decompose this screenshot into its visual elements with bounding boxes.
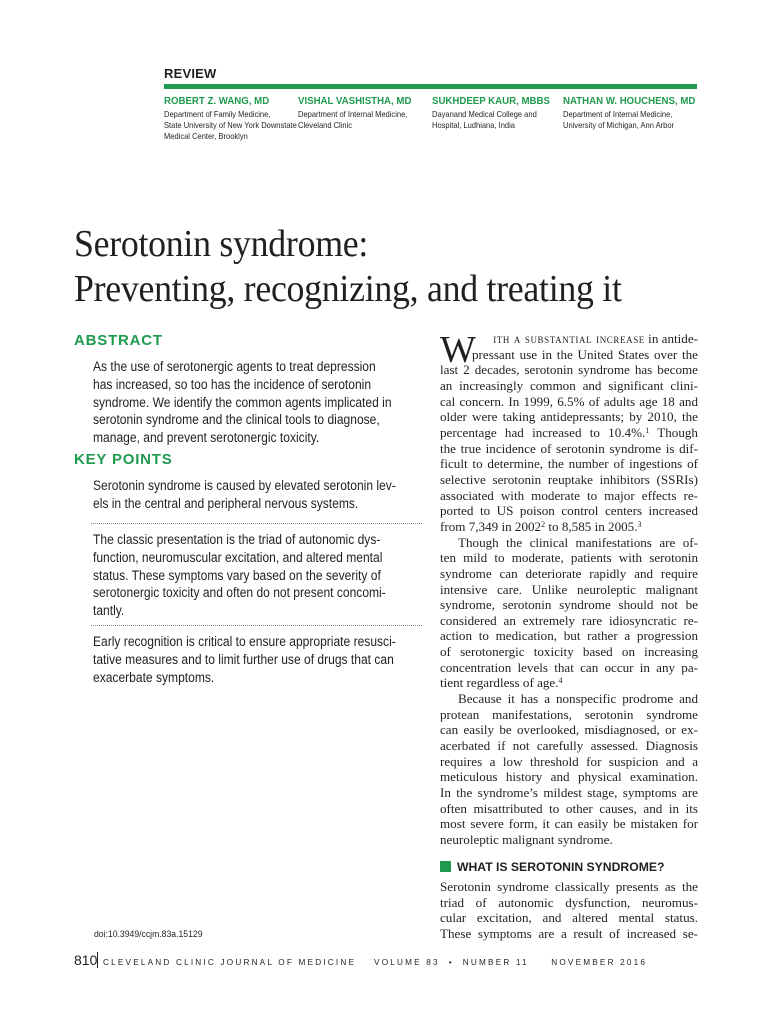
- footer-bullet: •: [448, 958, 454, 967]
- key-point-line: exacerbate symptoms.: [93, 669, 215, 685]
- key-point-line: status. These symptoms vary based on the severity of: [93, 567, 381, 583]
- body-line: can easily be overlooked, misdiagnosed, or ex-: [440, 722, 698, 738]
- body-line: action to medication, but rather a progression: [440, 628, 698, 644]
- key-point-2: [93, 531, 428, 620]
- body-line: protean manifestations, serotonin syndrome: [440, 706, 698, 722]
- key-point-1: [93, 477, 428, 513]
- author-affiliation: Dayanand Medical College and Hospital, Ludhiana, India: [432, 109, 537, 130]
- section-label: REVIEW: [164, 66, 217, 81]
- text-run: tient regardless of age.: [440, 675, 559, 691]
- body-line: acerbated if not carefully assessed. Diagnosis: [440, 738, 698, 754]
- body-line: intensive care. Unlike neuroleptic malignant: [440, 581, 698, 597]
- doi: doi:10.3949/ccjm.83a.15129: [94, 929, 203, 940]
- body-paragraph-1: [440, 331, 698, 848]
- body-line: considered an extremely rare idiosyncratic re-: [440, 612, 698, 628]
- key-point-3: [93, 633, 428, 686]
- lead-smallcaps: ith a substantial increase: [493, 331, 645, 346]
- journal-volume: VOLUME 83: [374, 958, 440, 967]
- body-line: most severe form, it can easily be mistaken for: [440, 816, 698, 832]
- author-1: [164, 95, 314, 142]
- author-name: VISHAL VASHISTHA, MD: [298, 95, 412, 107]
- divider: [91, 625, 422, 626]
- author-affiliation: Department of Internal Medicine, Cleveland Clinic: [298, 109, 408, 130]
- reference: 2: [541, 519, 546, 529]
- key-points-heading: KEY POINTS: [74, 451, 173, 468]
- body-line: pressant use in the United States over the: [472, 346, 698, 362]
- key-point-line: els in the central and peripheral nervous systems.: [93, 495, 359, 511]
- body-paragraph-4: [440, 879, 698, 942]
- reference: 4: [558, 676, 563, 686]
- body-line: Though the clinical manifestations are of-: [458, 534, 698, 550]
- key-point-line: tantly.: [93, 603, 125, 619]
- reference: 3: [637, 519, 642, 529]
- body-line: requires a low threshold for suspicion and a: [440, 753, 698, 769]
- body-line: selective serotonin reuptake inhibitors (SSRIs): [440, 471, 698, 487]
- body-line: neuroleptic malignant syndrome.: [440, 832, 613, 847]
- journal-footer: [103, 958, 647, 967]
- body-line: often misattributed to other causes, and in its: [440, 800, 698, 816]
- body-line: Serotonin syndrome classically presents as the: [440, 879, 698, 894]
- text-run: to 8,585 in 2005.: [545, 518, 638, 534]
- body-line: ten mild to moderate, patients with serotonin: [440, 550, 698, 566]
- abstract-line: serotonin syndrome and the clinical tools to diagnose,: [93, 412, 380, 428]
- body-line: cular excitation, and altered mental status.: [440, 910, 698, 926]
- body-line: an increasingly common and significant clini-: [440, 377, 698, 393]
- divider: [91, 523, 422, 524]
- text-run: Though: [649, 424, 698, 440]
- title-line-1: Serotonin syndrome:: [74, 223, 369, 265]
- author-affiliation: Department of Internal Medicine, University of Michigan, Ann Arbor: [563, 109, 675, 130]
- author-2: [298, 95, 448, 131]
- header-rule: [164, 84, 697, 89]
- abstract-line: manage, and prevent serotonergic toxicity.: [93, 430, 320, 446]
- body-line: concentration levels that can occur in any pa-: [440, 659, 698, 675]
- author-affiliation: Department of Family Medicine, State University of New York Downstate Medical Center, Brooklyn: [164, 109, 297, 141]
- body-line: [440, 425, 698, 441]
- square-bullet-icon: [440, 861, 451, 872]
- journal-name: CLEVELAND CLINIC JOURNAL OF MEDICINE: [103, 958, 357, 967]
- author-name: ROBERT Z. WANG, MD: [164, 95, 270, 107]
- author-name: SUKHDEEP KAUR, MBBS: [432, 95, 550, 107]
- body-line: [440, 675, 698, 691]
- author-name: NATHAN W. HOUCHENS, MD: [563, 95, 696, 107]
- abstract-line: As the use of serotonergic agents to treat depression: [93, 359, 376, 374]
- body-line: last 2 decades, serotonin syndrome has become: [440, 362, 698, 378]
- author-4: [563, 95, 713, 131]
- body-line: These symptoms are a result of increased se-: [440, 925, 698, 941]
- journal-number: NUMBER 11: [462, 958, 529, 967]
- key-point-line: function, neuromuscular excitation, and altered mental: [93, 549, 383, 565]
- subheading-text: WHAT IS SEROTONIN SYNDROME?: [457, 860, 665, 874]
- key-point-line: The classic presentation is the triad of autonomic dys-: [93, 532, 381, 547]
- abstract-line: has increased, so too has the incidence of serotonin: [93, 376, 372, 392]
- text-run: from 7,349 in 2002: [440, 518, 542, 534]
- body-line: ported to US poison control centers increased: [440, 503, 698, 519]
- body-line: the true incidence of serotonin syndrome is dif-: [440, 440, 698, 456]
- footer-rule: [97, 952, 98, 968]
- body-line: syndrome, serotonin syndrome should not be: [440, 597, 698, 613]
- title-line-2: Preventing, recognizing, and treating it: [74, 268, 622, 310]
- author-3: [432, 95, 582, 131]
- body-line: Because it has a nonspecific prodrome and: [458, 691, 698, 707]
- body-line: In the syndrome’s mildest stage, symptoms are: [440, 785, 698, 801]
- body-line: ficult to determine, the number of ingestions of: [440, 456, 698, 472]
- body-line: associated with moderate to major effects re-: [440, 487, 698, 503]
- drop-cap: W: [440, 329, 476, 371]
- lead-rest: in antide-: [644, 331, 698, 346]
- abstract-heading: ABSTRACT: [74, 332, 163, 349]
- abstract-line: syndrome. We identify the common agents implicated in: [93, 394, 392, 410]
- body-line: older were taking antidepressants; by 2010, the: [440, 409, 698, 425]
- body-line: syndrome can deteriorate rapidly and require: [440, 565, 698, 581]
- body-line: triad of autonomic dysfunction, neuromus-: [440, 894, 698, 910]
- body-line: [440, 331, 698, 347]
- journal-date: NOVEMBER 2016: [551, 958, 648, 967]
- key-point-line: Early recognition is critical to ensure appropriate resusci-: [93, 634, 396, 649]
- page-number: 810: [74, 952, 98, 968]
- body-line: [440, 519, 698, 535]
- key-point-line: tative measures and to limit further use of drugs that can: [93, 651, 394, 667]
- body-line: of serotonergic toxicity based on increasing: [440, 644, 698, 660]
- text-run: percentage had increased to 10.4%.: [440, 424, 646, 440]
- key-point-line: Serotonin syndrome is caused by elevated serotonin lev-: [93, 478, 396, 493]
- body-line: cal concern. In 1999, 6.5% of adults age 18 and: [440, 393, 698, 409]
- body-line: meticulous history and physical examination.: [440, 769, 698, 785]
- abstract-text: [93, 358, 428, 447]
- article-title: [74, 222, 663, 312]
- key-point-line: serotonergic toxicity and often do not present concomi-: [93, 585, 386, 601]
- reference: 1: [645, 425, 650, 435]
- section-subheading: [440, 860, 664, 874]
